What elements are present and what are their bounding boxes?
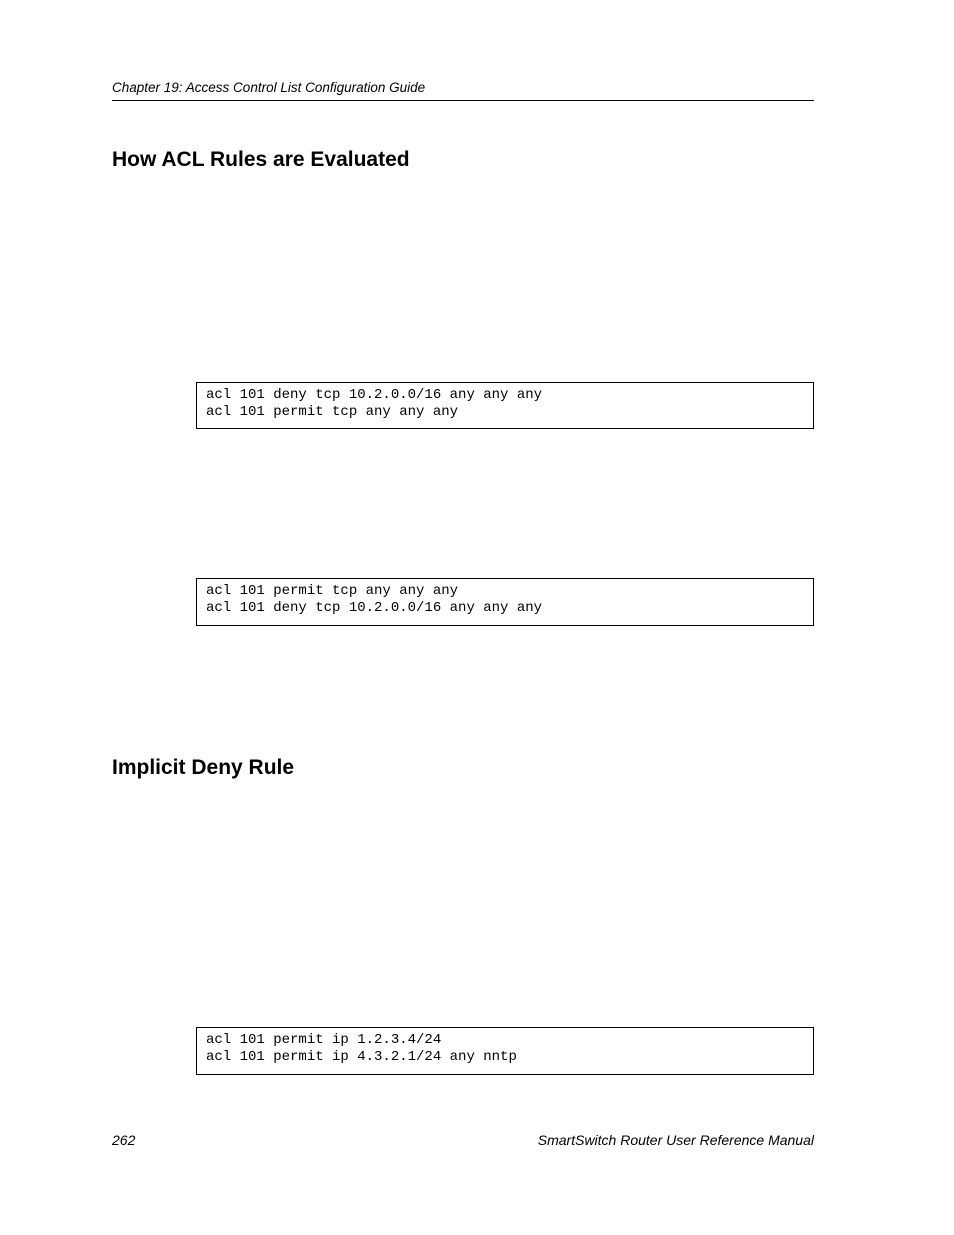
code-line: acl 101 deny tcp 10.2.0.0/16 any any any xyxy=(206,600,543,616)
code-line: acl 101 permit tcp any any any xyxy=(206,404,459,420)
code-line: acl 101 deny tcp 10.2.0.0/16 any any any xyxy=(206,387,543,403)
code-block xyxy=(196,1027,814,1075)
code-block xyxy=(196,382,814,429)
running-header-title: Chapter 19: Access Control List Configuration Guide xyxy=(112,80,426,95)
code-block xyxy=(196,578,814,626)
code-line: acl 101 permit ip 1.2.3.4/24 xyxy=(206,1032,442,1048)
footer-book-title: SmartSwitch Router User Reference Manual xyxy=(537,1132,814,1148)
section-heading-implicit-deny: Implicit Deny Rule xyxy=(112,756,295,779)
code-line: acl 101 permit tcp any any any xyxy=(206,583,459,599)
footer-page-number: 262 xyxy=(112,1132,136,1148)
section-heading-acl-evaluation: How ACL Rules are Evaluated xyxy=(112,148,410,171)
header-divider xyxy=(112,100,814,101)
code-line: acl 101 permit ip 4.3.2.1/24 any nntp xyxy=(206,1049,517,1065)
